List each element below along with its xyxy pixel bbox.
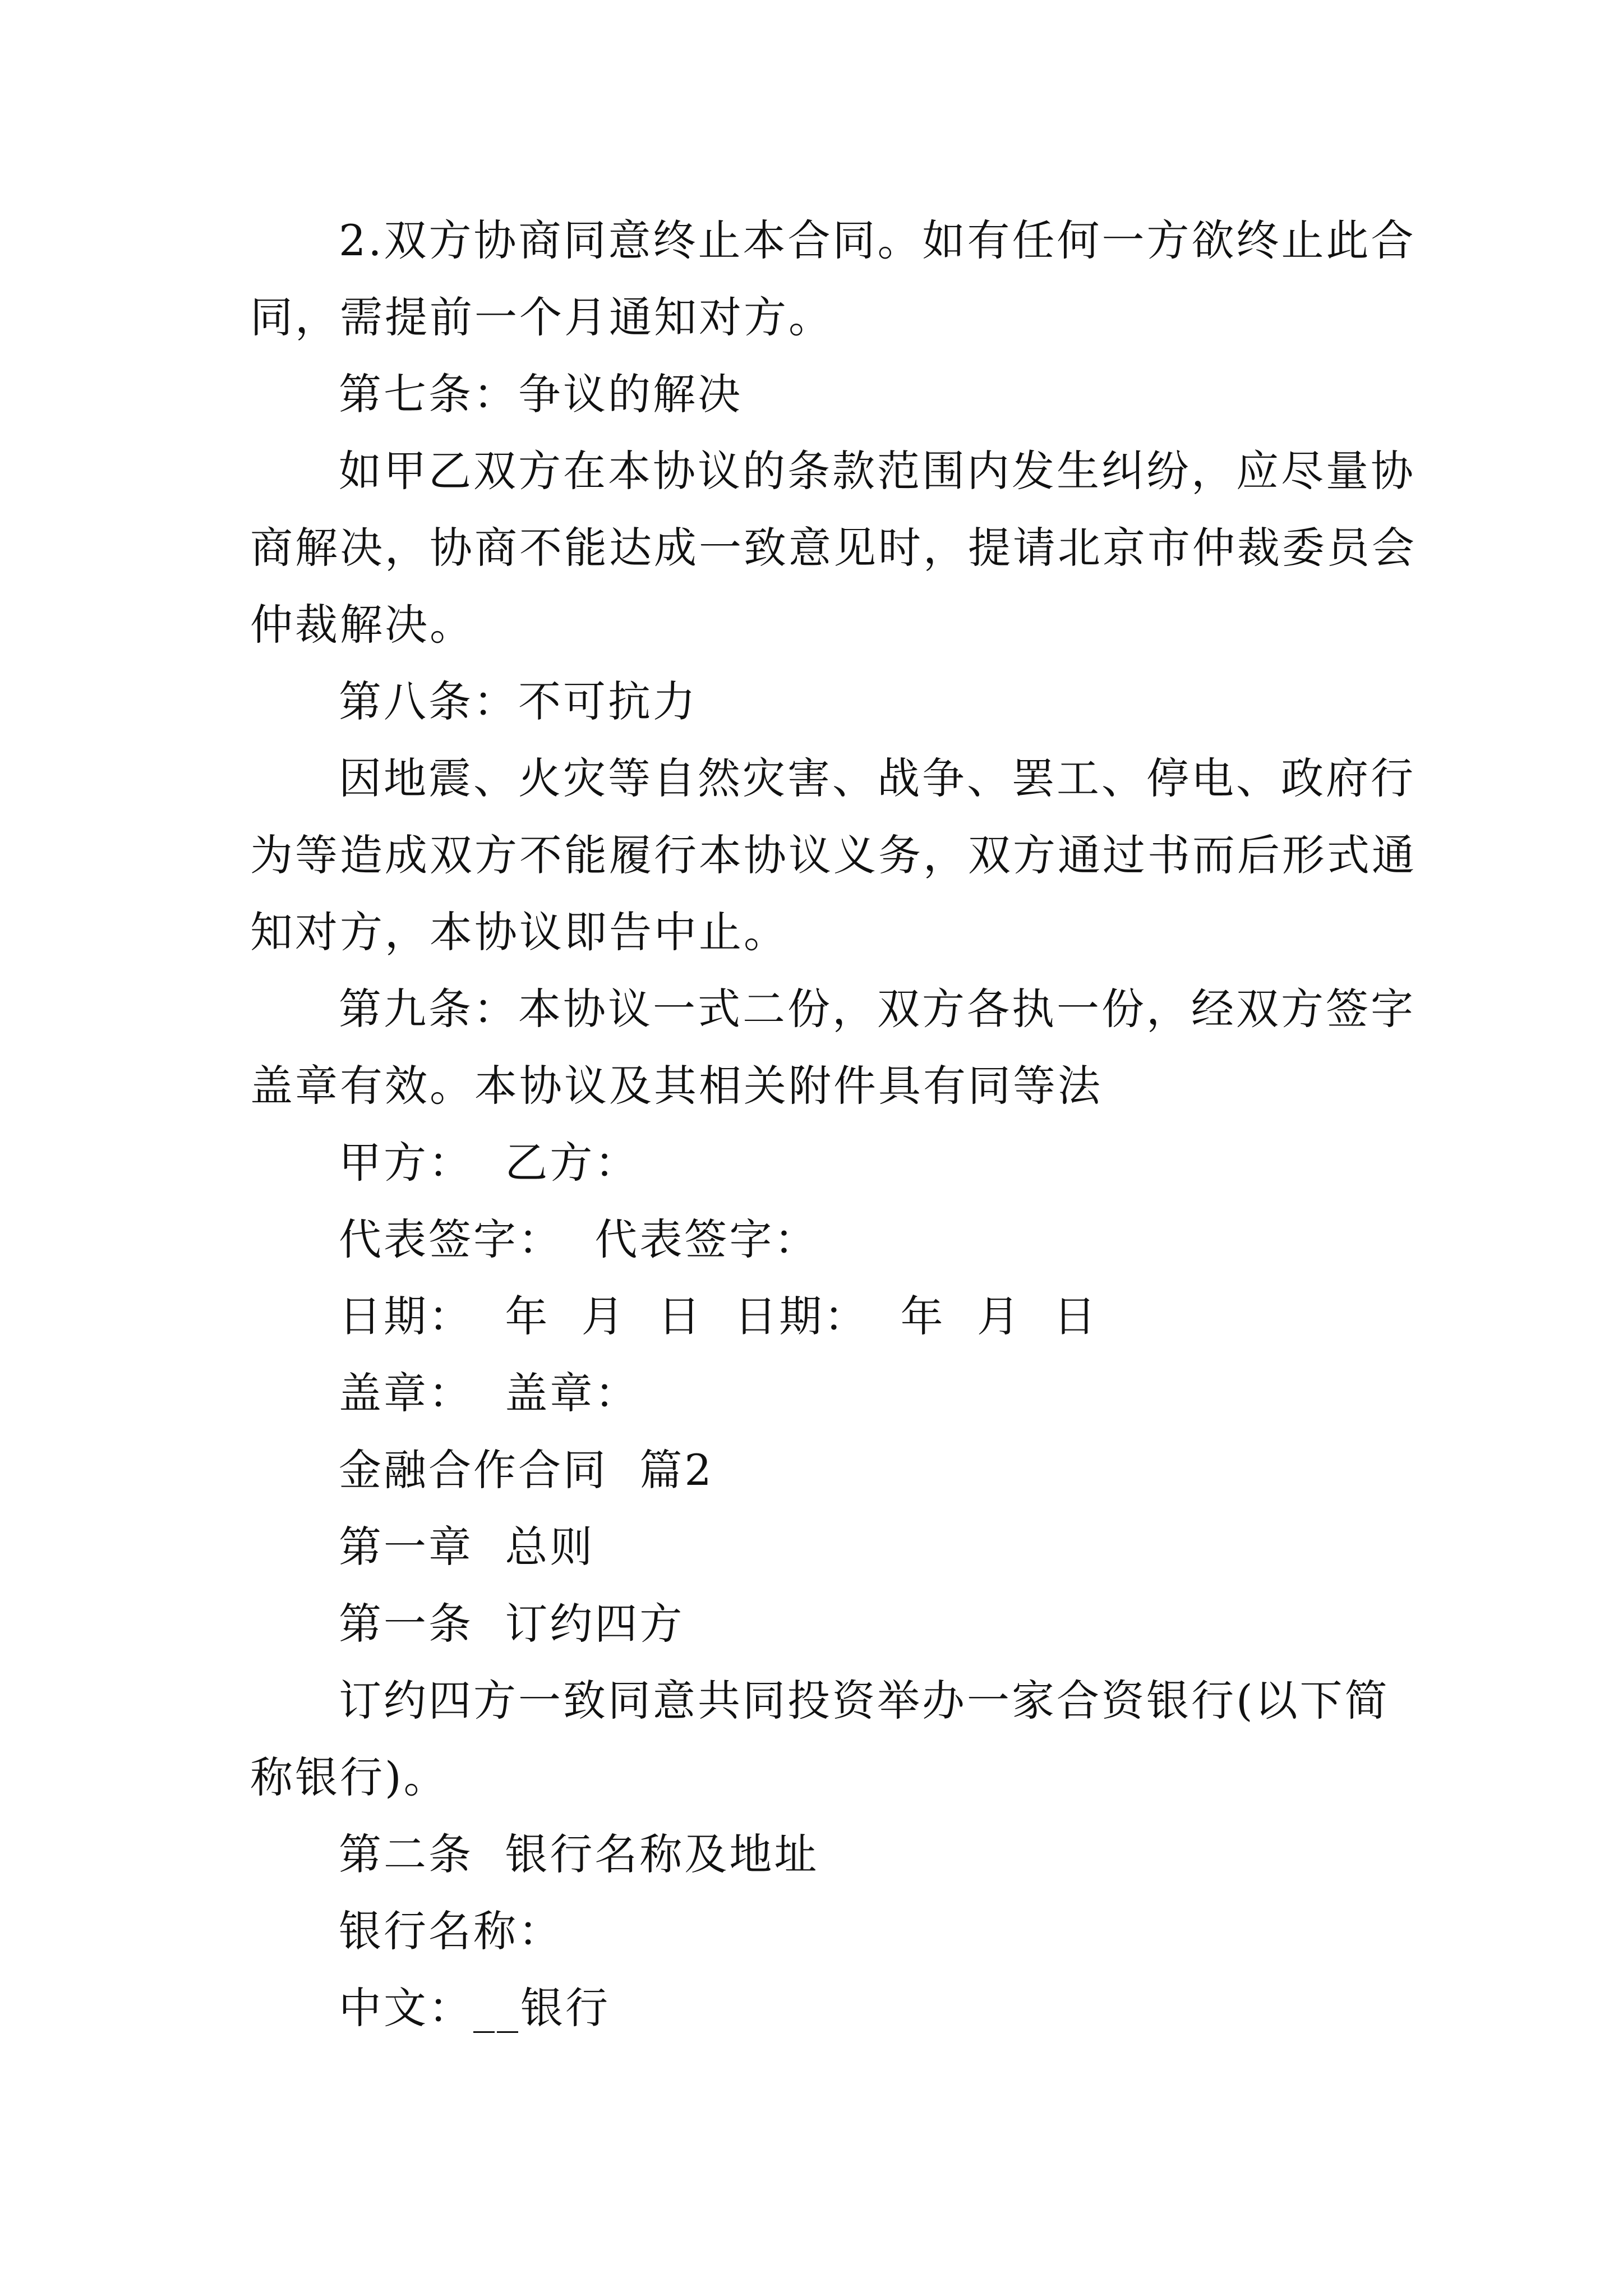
section-heading: 第七条：争议的解决 [339,369,743,419]
text-line: 2.双方协商同意终止本合同。如有任何一方欲终止此合 [339,215,1416,265]
paragraph-joint-venture [250,1662,1394,1816]
signature-dates [250,1278,1394,1355]
text-line: 盖章有效。本协议及其相关附件具有同等法 [250,1061,1103,1111]
section-heading: 第一章 总则 [339,1522,595,1572]
text-line: 因地震、火灾等自然灾害、战争、罢工、停电、政府行 [339,753,1415,803]
text-line: 日期： 年 月 日 日期： 年 月 日 [339,1291,1099,1341]
section-heading: 第二条 银行名称及地址 [339,1829,819,1879]
text-line: 商解决，协商不能达成一致意见时，提请北京市仲裁委员会 [250,523,1417,573]
document-body [250,202,1417,2046]
text-line: 称银行)。 [250,1752,449,1802]
text-line: 代表签字： 代表签字： [339,1214,819,1264]
heading-article-1 [250,1585,1394,1662]
heading-article-8 [250,663,1394,740]
heading-article-7 [250,356,1394,432]
bank-name-label [250,1893,1394,1970]
text-line: 甲方： 乙方： [339,1138,640,1188]
signature-seals [250,1355,1394,1432]
text-line: 银行名称： [339,1906,563,1956]
text-line: 同，需提前一个月通知对方。 [250,292,833,342]
signature-representatives [250,1201,1394,1278]
heading-article-2 [250,1816,1394,1893]
text-line: 订约四方一致同意共同投资举办一家合资银行(以下简 [339,1676,1390,1726]
paragraph-force-majeure [250,740,1417,970]
text-line: 如甲乙双方在本协议的条款范围内发生纠纷，应尽量协 [339,446,1415,496]
heading-chapter-1 [250,1508,1394,1585]
document-title: 金融合作合同 篇2 [339,1445,714,1495]
text-line: 仲裁解决。 [250,600,474,650]
section-heading: 第八条：不可抗力 [339,677,698,726]
text-line: 第九条：本协议一式二份，双方各执一份，经双方签字 [339,984,1415,1034]
paragraph-article-9 [250,970,1415,1124]
text-line: 为等造成双方不能履行本协议义务，双方通过书而后形式通 [250,830,1417,880]
paragraph-termination-clause [250,202,1416,356]
signature-parties [250,1124,1394,1201]
paragraph-dispute-resolution [250,432,1417,663]
text-line: 知对方，本协议即告中止。 [250,907,789,957]
bank-name-chinese [250,1970,1394,2046]
text-line: 中文：__银行 [339,1983,610,2033]
text-line: 盖章： 盖章： [339,1368,640,1418]
contract-title-part-2 [250,1432,1394,1508]
section-heading: 第一条 订约四方 [339,1599,685,1649]
